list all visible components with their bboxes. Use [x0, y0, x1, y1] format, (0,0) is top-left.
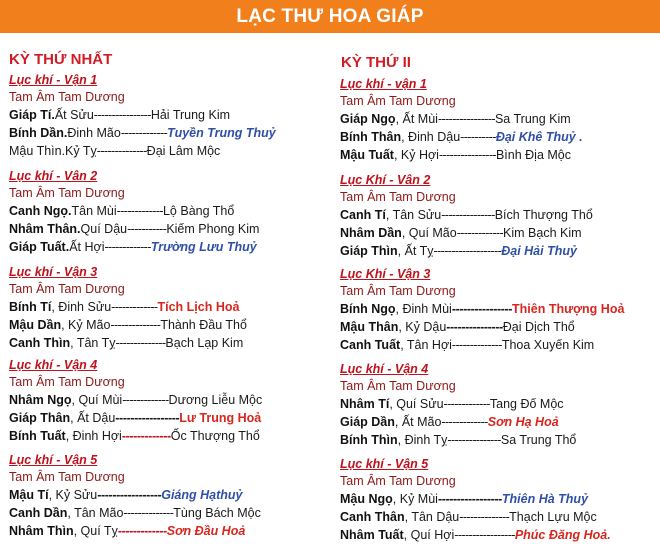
napam-element: Tích Lịch Hoả: [157, 300, 240, 314]
cycle-line: [340, 413, 658, 431]
year-pair-rest: , Kỷ Sửu: [48, 488, 98, 502]
napam-element: Đại Dịch Thổ: [502, 320, 575, 334]
napam-element: Đại Lâm Mộc: [146, 144, 221, 158]
right-heading: KỲ THỨ II: [341, 54, 411, 71]
cycle-line: [9, 220, 334, 238]
year-pair-lead: Nhâm Tí: [340, 397, 390, 411]
year-pair-lead: Giáp Tuất.: [9, 240, 70, 254]
van-heading: Lục Khí - Vân 2: [340, 173, 431, 187]
leader-dashes: -------------: [111, 300, 158, 314]
leader-dashes: -------------: [122, 393, 169, 407]
napam-element: Thiên Thượng Hoả: [512, 302, 625, 316]
leader-dashes: -------------: [441, 415, 488, 429]
cycle-line: [9, 316, 334, 334]
leader-dashes: --------------: [115, 336, 166, 350]
leader-dashes: ---------------: [446, 320, 503, 334]
napam-element: Bình Địa Mộc: [495, 148, 571, 162]
leader-dashes: -----------------: [115, 411, 180, 425]
cycle-line: [340, 300, 658, 318]
van-subtitle: Tam Âm Tam Dương: [9, 375, 125, 389]
leader-dashes: --------------: [459, 510, 510, 524]
leader-dashes: ----------------: [93, 108, 151, 122]
year-pair-rest: Mậu Thìn.Kỷ Tỵ: [9, 144, 97, 158]
van-subtitle: Tam Âm Tam Dương: [9, 470, 125, 484]
cycle-line: [9, 334, 334, 352]
cycle-line: [9, 391, 334, 409]
year-pair-rest: , Ất Tỵ: [397, 244, 434, 258]
cycle-group: [9, 263, 334, 352]
van-subtitle: Tam Âm Tam Dương: [340, 379, 456, 393]
napam-element: Sa Trung Kim: [494, 112, 571, 126]
napam-element: Ốc Thượng Thổ: [170, 429, 260, 443]
cycle-line: [340, 206, 658, 224]
year-pair-lead: Canh Tí: [340, 208, 386, 222]
year-pair-lead: Mậu Dần: [9, 318, 62, 332]
van-subtitle: Tam Âm Tam Dương: [9, 282, 125, 296]
year-pair-lead: Giáp Thìn: [340, 244, 398, 258]
cycle-line: [9, 142, 334, 160]
leader-dashes: ----------------: [438, 148, 496, 162]
leader-dashes: --------------: [123, 506, 174, 520]
napam-element: Thiên Hà Thuỷ: [501, 492, 589, 506]
year-pair-lead: Giáp Ngọ: [340, 112, 396, 126]
year-pair-lead: Giáp Dần: [340, 415, 395, 429]
napam-element: Giáng Hạthuỷ: [161, 488, 243, 502]
year-pair-rest: , Đinh Tỵ: [397, 433, 448, 447]
year-pair-rest: Đinh Mão: [67, 126, 121, 140]
van-heading: Lục khí - Vân 2: [9, 169, 98, 183]
napam-element: Tuyền Trung Thuỷ: [167, 126, 276, 140]
napam-element: Lư Trung Hoả: [179, 411, 262, 425]
cycle-line: [9, 409, 334, 427]
leader-dashes: --------------: [451, 338, 502, 352]
cycle-group: [9, 167, 334, 256]
year-pair-lead: Giáp Thân: [9, 411, 71, 425]
year-pair-lead: Giáp Tí.: [9, 108, 55, 122]
year-pair-rest: , Tân Dậu: [404, 510, 460, 524]
year-pair-rest: , Quí Sửu: [389, 397, 444, 411]
cycle-line: [340, 128, 658, 146]
year-pair-lead: Bính Ngọ: [340, 302, 396, 316]
cycle-line: [9, 238, 334, 256]
year-pair-rest: , Kỷ Mùi: [392, 492, 438, 506]
van-heading: Lục Khí - Vận 3: [340, 267, 431, 281]
year-pair-rest: Ất Hợi: [69, 240, 105, 254]
cycle-columns: [0, 33, 660, 554]
cycle-line: [340, 242, 658, 260]
year-pair-rest: , Tân Mão: [67, 506, 124, 520]
cycle-line: [9, 298, 334, 316]
van-heading: Lục khí - Vận 5: [340, 457, 429, 471]
napam-element: Lộ Bàng Thổ: [162, 204, 235, 218]
napam-element: Tang Đố Mộc: [489, 397, 564, 411]
year-pair-rest: , Tân Sửu: [385, 208, 442, 222]
year-pair-rest: , Quí Mão: [401, 226, 457, 240]
cycle-line: [9, 504, 334, 522]
year-pair-lead: Canh Thìn: [9, 336, 71, 350]
year-pair-lead: Mậu Ngọ: [340, 492, 393, 506]
van-heading: Lục khí - vận 1: [340, 77, 427, 91]
year-pair-lead: Nhâm Tuất: [340, 528, 404, 542]
cycle-line: [9, 427, 334, 445]
cycle-group: [9, 451, 334, 540]
leader-dashes: ----------------: [451, 302, 513, 316]
year-pair-lead: Bính Tuất: [9, 429, 66, 443]
year-pair-lead: Bính Dần.: [9, 126, 68, 140]
cycle-line: [9, 522, 334, 540]
van-subtitle: Tam Âm Tam Dương: [9, 186, 125, 200]
cycle-line: [340, 508, 658, 526]
leader-dashes: -------------: [117, 524, 167, 538]
year-pair-rest: , Đinh Mùi: [395, 302, 452, 316]
napam-element: Thành Đầu Thổ: [160, 318, 247, 332]
leader-dashes: -------------: [121, 429, 171, 443]
van-subtitle: Tam Âm Tam Dương: [340, 284, 456, 298]
leader-dashes: -------------: [443, 397, 490, 411]
leader-dashes: -------------------: [433, 244, 502, 258]
leader-dashes: --------------: [96, 144, 147, 158]
napam-element: Thoa Xuyến Kim: [501, 338, 595, 352]
cycle-line: [340, 395, 658, 413]
year-pair-rest: Tân Mùi: [71, 204, 117, 218]
cycle-line: [340, 490, 658, 508]
napam-element: Hải Trung Kim: [150, 108, 231, 122]
cycle-group: [340, 265, 658, 354]
napam-element: Đại Khê Thuỷ .: [495, 130, 583, 144]
leader-dashes: -------------: [456, 226, 504, 240]
leader-dashes: -------------: [104, 240, 151, 254]
cycle-line: [340, 526, 658, 544]
van-subtitle: Tam Âm Tam Dương: [9, 90, 125, 104]
cycle-line: [9, 124, 334, 142]
cycle-line: [340, 224, 658, 242]
leader-dashes: ---------------: [447, 433, 501, 447]
year-pair-rest: , Đinh Hợi: [65, 429, 122, 443]
van-heading: Lục khí - Vận 4: [9, 358, 98, 372]
year-pair-lead: Nhâm Dần: [340, 226, 402, 240]
cycle-line: [340, 318, 658, 336]
year-pair-lead: Bính Thìn: [340, 433, 398, 447]
leader-dashes: -----------------: [437, 492, 502, 506]
year-pair-lead: Canh Thân: [340, 510, 405, 524]
year-pair-rest: , Ất Mùi: [395, 112, 438, 126]
year-pair-rest: , Quí Mùi: [71, 393, 123, 407]
year-pair-rest: , Tân Tỵ: [70, 336, 116, 350]
year-pair-rest: , Ất Mão: [394, 415, 442, 429]
napam-element: Bạch Lạp Kim: [165, 336, 244, 350]
year-pair-lead: Mậu Tí: [9, 488, 49, 502]
leader-dashes: ---------------: [441, 208, 495, 222]
year-pair-lead: Bính Tí: [9, 300, 52, 314]
napam-element: Trường Lưu Thuỷ: [150, 240, 257, 254]
cycle-group: [340, 75, 658, 164]
leader-dashes: -----------------: [97, 488, 162, 502]
year-pair-lead: Canh Ngọ.: [9, 204, 72, 218]
leader-dashes: -----------------: [454, 528, 515, 542]
napam-element: Dương Liễu Mộc: [168, 393, 263, 407]
leader-dashes: --------------: [110, 318, 161, 332]
napam-element: Kiếm Phong Kim: [166, 222, 260, 236]
napam-element: Thạch Lựu Mộc: [509, 510, 597, 524]
year-pair-lead: Canh Tuất: [340, 338, 401, 352]
year-pair-lead: Mậu Thân: [340, 320, 399, 334]
page-title: LẠC THƯ HOA GIÁP: [0, 0, 660, 33]
cycle-line: [340, 110, 658, 128]
napam-element: Tùng Bách Mộc: [173, 506, 261, 520]
year-pair-lead: Nhâm Ngọ: [9, 393, 72, 407]
year-pair-rest: , Ất Dậu: [70, 411, 116, 425]
year-pair-lead: Mậu Tuất: [340, 148, 394, 162]
van-heading: Lục khí - Vận 4: [340, 362, 429, 376]
cycle-line: [340, 431, 658, 449]
napam-element: Phúc Đăng Hoả.: [514, 528, 611, 542]
napam-element: Sơn Đầu Hoả: [166, 524, 246, 538]
leader-dashes: ----------------: [437, 112, 495, 126]
napam-element: Bích Thượng Thổ: [494, 208, 593, 222]
van-subtitle: Tam Âm Tam Dương: [340, 474, 456, 488]
year-pair-rest: , Kỷ Dậu: [398, 320, 447, 334]
napam-element: Sa Trung Thổ: [500, 433, 577, 447]
napam-element: Kim Bạch Kim: [503, 226, 582, 240]
van-heading: Lục khí - Vận 1: [9, 73, 98, 87]
cycle-group: [9, 71, 334, 160]
cycle-group: [9, 356, 334, 445]
cycle-line: [9, 202, 334, 220]
van-subtitle: Tam Âm Tam Dương: [340, 190, 456, 204]
van-subtitle: Tam Âm Tam Dương: [340, 94, 456, 108]
year-pair-lead: Nhâm Thìn: [9, 524, 74, 538]
year-pair-rest: , Tân Hợi: [400, 338, 452, 352]
year-pair-rest: , Quí Tỵ: [73, 524, 118, 538]
year-pair-lead: Nhâm Thân.: [9, 222, 81, 236]
cycle-group: [340, 455, 658, 544]
year-pair-rest: Quí Dậu: [80, 222, 128, 236]
napam-element: Sơn Hạ Hoả: [487, 415, 559, 429]
year-pair-rest: , Kỷ Hợi: [393, 148, 439, 162]
cycle-line: [340, 146, 658, 164]
cycle-group: [340, 171, 658, 260]
year-pair-lead: Canh Dần: [9, 506, 68, 520]
year-pair-rest: Ất Sửu: [54, 108, 94, 122]
left-heading: KỲ THỨ NHẤT: [9, 51, 113, 68]
year-pair-rest: , Đinh Dậu: [401, 130, 461, 144]
leader-dashes: ----------: [460, 130, 496, 144]
leader-dashes: -------------: [116, 204, 163, 218]
year-pair-rest: , Quí Hợi: [403, 528, 455, 542]
year-pair-rest: , Kỷ Mão: [61, 318, 111, 332]
cycle-group: [340, 360, 658, 449]
cycle-line: [340, 336, 658, 354]
napam-element: Đại Hải Thuỷ: [501, 244, 577, 258]
van-heading: Lục khí - Vận 5: [9, 453, 98, 467]
leader-dashes: -------------: [120, 126, 168, 140]
year-pair-lead: Bính Thân: [340, 130, 402, 144]
year-pair-rest: , Đinh Sửu: [51, 300, 112, 314]
van-heading: Lục khí - Vận 3: [9, 265, 98, 279]
leader-dashes: -----------: [127, 222, 167, 236]
cycle-line: [9, 486, 334, 504]
cycle-line: [9, 106, 334, 124]
